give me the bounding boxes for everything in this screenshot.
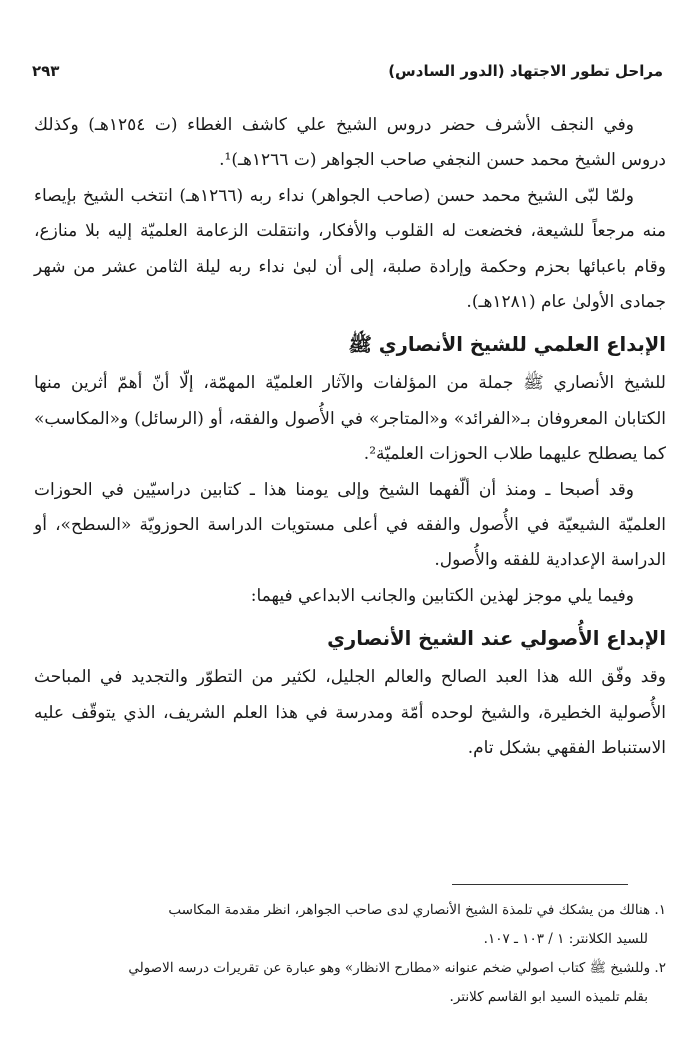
footnotes [38,896,666,1012]
running-title: مراحل تطور الاجتهاد (الدور السادس) [388,62,663,80]
paragraph: وفي النجف الأشرف حضر دروس الشيخ علي كاشف الغطاء (ت ١٢٥٤هـ) وكذلك دروس الشيخ محمد حسن النجفي صاحب الجواهر (ت ١٢٦٦هـ)¹. [34,115,666,171]
footnote [38,896,666,954]
footnote-text: ٢. وللشيخ ﷺ كتاب اصولي ضخم عنوانه «مطارح الانظار» وهو عبارة عن تقريرات درسه الاصولي [128,960,666,976]
paragraph: وقد أصبحا ـ ومنذ أن ألّفهما الشيخ وإلى يومنا هذا ـ كتابين دراسيّين في الحوزات العلميّة الشيعيّة في الأُصول والفقه في أعلى مستويات الدراسة الحوزويّة «السطح»، أو الدراسة الإعدادية للفقه والأُصول. [34,479,666,571]
footnote-continuation: بقلم تلميذه السيد ابو القاسم كلانتر. [449,989,648,1005]
footnote [38,954,666,1012]
paragraph: وقد وفّق الله هذا العبد الصالح والعالم الجليل، لكثير من التطوّر والتجديد في المباحث الأُصولية الخطيرة، والشيخ لوحده أمّة ومدرسة في هذا العلم الشريف، الذي يتوقّف عليه الاستنباط الفقهي بشكل تام. [34,667,666,759]
page-number: ٢٩٣ [32,62,60,80]
paragraph: ولمّا لبّى الشيخ محمد حسن (صاحب الجواهر) نداء ربه (١٢٦٦هـ) انتخب الشيخ بإيصاء منه مرجعاً للشيعة، فخضعت له القلوب والأفكار، وانتقلت الزعامة العلميّة إليه بلا منازع، وقام باعبائها بحزم وحكمة وإرادة صلبة، إلى أن لبىٰ نداء ربه ليلة الثامن عشر من شهر جمادى الأولىٰ عام (١٢٨١هـ). [34,185,666,313]
page-header [32,62,663,88]
footnote-divider [452,884,628,885]
paragraph: وفيما يلي موجز لهذين الكتابين والجانب الابداعي فيهما: [250,585,634,606]
paragraph: للشيخ الأنصاري ﷺ جملة من المؤلفات والآثار العلميّة المهمّة، إلّا أنّ أهمّ أثرين منها الكتابان المعروفان بـ«الفرائد» و«المتاجر» في الأُصول والفقه، أو (الرسائل) و«المكاسب» كما يصطلح عليهما طلاب الحوزات العلميّة². [34,373,666,465]
footnote-text: ١. هنالك من يشكك في تلمذة الشيخ الأنصاري لدى صاحب الجواهر، انظر مقدمة المكاسب [168,902,666,918]
section-heading: الإبداع الأُصولي عند الشيخ الأنصاري [327,627,666,651]
section-heading: الإبداع العلمي للشيخ الأنصاري ﷺ [348,333,666,357]
footnote-continuation: للسيد الكلانتر: ١ / ١٠٣ ـ ١٠٧. [483,931,648,947]
main-text [34,108,666,767]
